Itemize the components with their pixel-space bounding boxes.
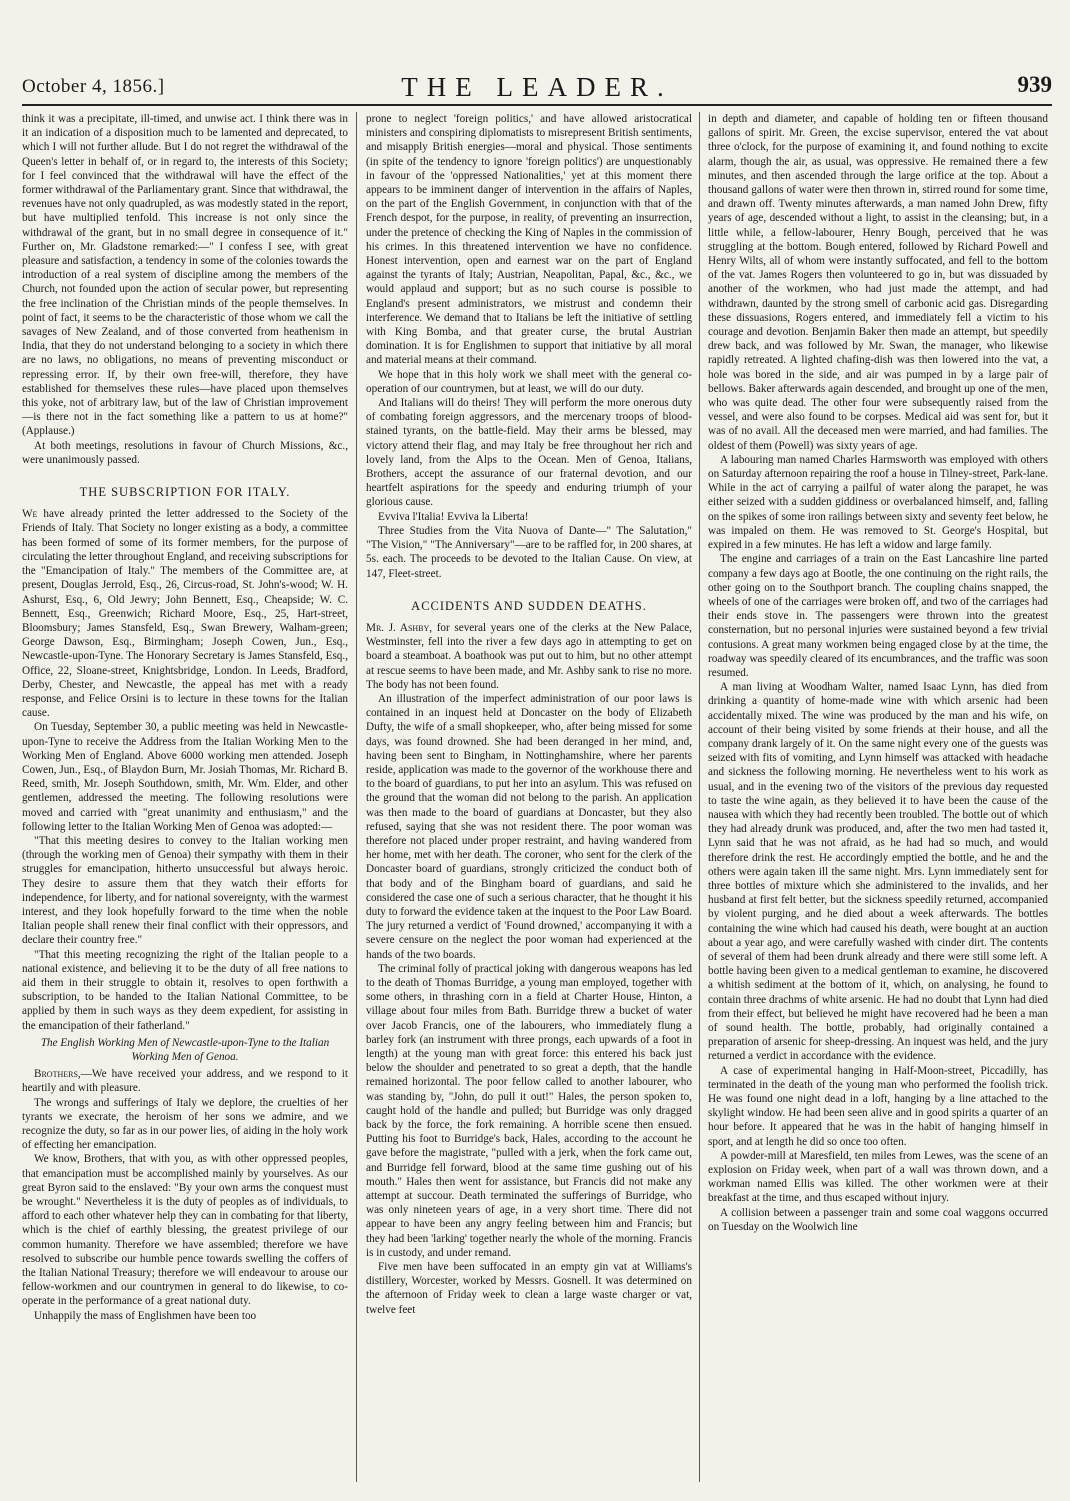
paragraph: The engine and carriages of a train on the East Lancashire line parted company a few days ago at Bootle, the one continuing on the right rails, the other going on to the Southport branch. The coupling chains snapped, the wheels of one of the carriages were broken off, and two of the carriages had their ends stove in. The passengers were thrown into the greatest consternation, but no personal injuries were sustained beyond a few trivial contusions. A great many workmen being engaged close by at the time, the roadway was speedily cleared of its encumbrances, and the traffic was soon resumed. bbox=[708, 553, 1048, 679]
resolution-quote: "That this meeting desires to convey to the Italian working men (through the working men of Genoa) their sympathy with them in their struggles for emancipation, hitherto unsuccessful but always heroic. They desire to assure them that they watch their efforts for independence, for liberty, and for national sovereignty, with the warmest interest, and they look hopefully forward to the time when the noble Italian people shall renew their final conflict with their oppressors, and declare their country free." bbox=[22, 834, 348, 947]
resolution-quote: "That this meeting recognizing the right of the Italian people to a national existence, and believing it to be the duty of all free nations to aid them in their struggle to obtain it, resolves to open forthwith a subscription, to be handed to the Italian National Committee, to be applied by them in such ways as they deem expedient, for assisting in the emancipation of their fatherland." bbox=[22, 948, 348, 1032]
lead-word: We bbox=[22, 508, 38, 521]
column-3 bbox=[708, 112, 1048, 1482]
paragraph bbox=[366, 621, 692, 692]
masthead-rule bbox=[22, 104, 1052, 106]
paragraph: Evviva l'Italia! Evviva la Liberta! bbox=[378, 510, 529, 523]
paragraph bbox=[22, 507, 348, 720]
paragraph: At both meetings, resolutions in favour of Church Missions, &c., were unanimously passed. bbox=[22, 439, 348, 466]
article-heading-italy: THE SUBSCRIPTION FOR ITALY. bbox=[79, 485, 291, 500]
newspaper-title: THE LEADER. bbox=[401, 72, 673, 102]
paragraph: prone to neglect 'foreign politics,' and have allowed aristocratical ministers and conspiring diplomatists to misrepresent British sentiments, and misapply British energies—moral and physical. Those sentiments (in spite of the tendency to ignore 'foreign politics') are unquestionably in favour of the 'oppressed Nationalities,' yet at this moment there appears to be imminent danger of intervention in the affairs of Naples, on the part of the English Government, in conjunction with that of the French despot, for the purpose, in reality, of preventing an insurrection, under the pretence of checking the King of Naples in the commission of his crimes. In this threatened intervention we have no confidence. Honest intervention, open and earnest war on the part of England against the tyrants of Italy; Austrian, Neapolitan, Papal, &c., &c., we would applaud and support; but as no such course is possible to England's present administrators, we mistrust and condemn their interference. We demand that to Italians be left the initiative of settling with King Bomba, and that greater curse, the brutal Austrian domination. It is for Englishmen to support that initiative by all moral and material means at their command. bbox=[366, 113, 692, 367]
paragraph: We hope that in this holy work we shall meet with the general co-operation of our countrymen, but at least, we will do our duty. bbox=[366, 368, 692, 395]
paragraph: The wrongs and sufferings of Italy we deplore, the cruelties of her tyrants we execrate, the heroism of her sons we admire, and we recognize the duty, so far as in our power lies, of aiding in the holy work of effecting her emancipation. bbox=[22, 1096, 348, 1152]
lead-word: Brothers, bbox=[34, 1068, 81, 1081]
paragraph: A man living at Woodham Walter, named Isaac Lynn, has died from drinking a quantity of home-made wine with which arsenic had been accidentally mixed. The wine was produced by the man and his wife, on account of their being visited by some friends at their house, and all the company drank largely of it. On the same night every one of the guests was seized with fits of vomiting, and Lynn himself was attacked with headache and sickness the following morning. He nevertheless went to his work as usual, and in the evening two of the visitors of the previous day requested to taste the wine again, as they believed it to have been the cause of the nausea with which they had recently been troubled. The bottle out of which they had already drunk was produced, and, after the two men had tasted it, Lynn said that he was not afraid, as he had had so much, and would therefore drink the rest. He accordingly emptied the bottle, and he and the others were again taken ill the same night. Mrs. Lynn immediately sent for three bottles of mixture which she administered to the invalids, and her husband at first felt better, but the sickness speedily returned, accompanied by violent purging, and he died about a week afterwards. The bottles containing the wine which had caused his death, were bought at an auction about a year ago, and were carefully washed with cinder dirt. The contents of several of them had been drunk already and there were still some left. A bottle having been given to a medical gentleman to examine, he discovered a whitish sediment at the bottom of it, which, on analysing, he found to contain three drachms of white arsenic. He had no doubt that Lynn had died from their effect, but believed he might have recovered had he been a man of sound health. The bottle, probably, had originally contained a preparation of arsenic for sheep-dressing. An inquest was held, and the jury returned a verdict in accordance with the evidence. bbox=[708, 681, 1048, 1063]
paragraph: On Tuesday, September 30, a public meeting was held in Newcastle-upon-Tyne to receive the Address from the Italian Working Men to the Working Men of England. Above 6000 working men attended. Joseph Cowen, Jun., Esq., of Blaydon Burn, Mr. Josiah Thomas, Mr. Richard B. Reed, smith, Mr. Joseph Southdown, smith, Mr. Wm. Elder, and other gentlemen, addressed the meeting. The following resolutions were moved and carried with "great unanimity and enthusiasm," and the following letter to the Italian Working Men of Genoa was adopted:— bbox=[22, 721, 348, 833]
paragraph: Five men have been suffocated in an empty gin vat at Williams's distillery, Worcester, worked by Messrs. Gosnell. It was determined on the afternoon of Friday week to clean a large waste charger or vat, twelve feet bbox=[366, 1261, 692, 1316]
paragraph: A case of experimental hanging in Half-Moon-street, Piccadilly, has terminated in the death of the young man who performed the foolish trick. He was found one night dead in a loft, hanging by a line attached to the skylight window. He had been seen alive and in good spirits a quarter of an hour before. It appeared that he was in the habit of hanging himself in sport, and at length he did so once too often. bbox=[708, 1064, 1048, 1148]
masthead bbox=[22, 70, 1052, 104]
paragraph: think it was a precipitate, ill-timed, and unwise act. I think there was in it an indication of a disposition much to be lamented and deprecated, to which I will not further allude. But I do not regret the withdrawal of the Queen's letter in behalf of, or in regard to, the interests of this Society; for I feel convinced that the withdrawal will have the effect of the former withdrawal of the Parliamentary grant. Since that withdrawal, the revenues have not only quadrupled, as was modestly stated in the report, but have multiplied tenfold. This increase is not only since the withdrawal of the grant, but in no small degree in consequence of it." Further on, Mr. Gladstone remarked:—" I confess I see, with great pleasure and satisfaction, a tendency in some of the colonies towards the introduction of a real system of discipline among the members of the Church, not founded upon the action of secular power, but representing the free inclination of the Christian minds of the people themselves. In point of fact, it seems to be the characteristic of those whom we call the savages of New Zealand, and of those converted from heathenism in India, that they do not understand belonging to a society in which there are no laws, no obligations, no means of preventing misconduct or repressing error. If, by their own free-will, therefore, they have established for themselves these rules—have placed upon themselves this yoke, not of arbitrary law, but of the law of Christian improvement—is there not in the fact something like a pattern to us at home?" (Applause.) bbox=[22, 113, 348, 438]
paragraph-body: have already printed the letter addressed to the Society of the Friends of Italy. That Society no longer existing as a body, a committee has been formed of some of its former members, for the purpose of circulating the letter throughout England, and receiving subscriptions for the "Emancipation of Italy." The members of the Committee are, at present, Douglas Jerrold, Esq., 26, Circus-road, St. John's-wood; W. H. Ashurst, Esq., 6, Old Jewry; John Bennett, Esq., Cheapside; W. C. Bennett, Esq., Greenwich; Richard Moore, Esq., 25, Hart-street, Bloomsbury; James Stansfeld, Esq., Swan Brewery, Walham-green; George Dawson, Esq., Birmingham; Joseph Cowen, Jun., Esq., Newcastle-upon-Tyne. The Honorary Secretary is James Stansfeld, Esq., Office, 22, Sloane-street, Knightsbridge, London. In Leeds, Bradford, Derby, Chester, and Newcastle, the appeal has met with a ready response, and Felice Orsini is to lecture in these towns for the Italian cause. bbox=[22, 508, 348, 720]
lead-word: Mr. J. Ashby, bbox=[366, 621, 433, 634]
paragraph: Unhappily the mass of Englishmen have been too bbox=[34, 1309, 257, 1322]
paragraph bbox=[22, 1067, 348, 1095]
paragraph: We know, Brothers, that with you, as with other oppressed peoples, that emancipation must be accomplished mainly by yourselves. As our great Byron said to the enslaved: "By your own arms the conquest must be wrought." Nevertheless it is the duty of peoples as of individuals, to afford to each other whatever help they can in combating for that liberty, which is the chief of earthly blessing, the greatest privilege of our common humanity. Therefore we have assembled; therefore we have resolved to subscribe our humble pence towards swelling the coffers of the Italian National Treasury; therefore we will endeavour to arouse our fellow-workmen and our countrymen in general to do likewise, to co-operate in the performance of a great national duty. bbox=[22, 1153, 348, 1308]
paragraph: A collision between a passenger train and some coal waggons occurred on Tuesday on the Woolwich line bbox=[708, 1206, 1048, 1233]
column-divider bbox=[356, 112, 357, 1482]
paragraph: in depth and diameter, and capable of holding ten or fifteen thousand gallons of spirit. Mr. Green, the excise supervisor, entered the vat about three o'clock, for the purpose of examining it, and found nothing to excite alarm, though the air, as usual, was oppressive. He remained there a few minutes, and then ascended through the large orifice at the top. About a thousand gallons of water were then thrown in, stirred round for some time, and drawn off. Twenty minutes afterwards, a man named John Drew, fifty years of age, descended without a light, to assist in the cleansing; but, in a little while, a fellow-labourer, Henry Bough, perceived that he was struggling at the bottom. Bough entered, followed by Richard Powell and Henry Wilts, all of whom were instantly suffocated, and fell to the bottom of the vat. James Rogers then volunteered to go in, but was dissuaded by another of the workmen, who had just made the attempt, and had withdrawn, daunted by the strong smell of carbonic acid gas. Disregarding these dissuasions, Rogers entered, and immediately fell a victim to his courage and devotion. Benjamin Baker then made an attempt, but speedily drew back, and was followed by Mr. Swan, the manager, who likewise rapidly retreated. A lighted chafing-dish was then lowered into the vat, a hole was bored in the side, and air was pumped in by a large pair of bellows. Baker afterwards again descended, and brought up one of the men, who was quite dead. The other four were subsequently raised from the vessel, and were also found to be corpses. Medical aid was sent for, but it was of no avail. All the deceased men were married, and had families. The oldest of them (Powell) was sixty years of age. bbox=[708, 113, 1048, 452]
letter-address: The English Working Men of Newcastle-upon-Tyne to the Italian Working Men of Genoa. bbox=[40, 1036, 330, 1063]
column-2 bbox=[366, 112, 692, 1482]
paragraph-body: —We have received your address, and we respond to it heartily and with pleasure. bbox=[22, 1068, 348, 1095]
paragraph: And Italians will do theirs! They will perform the more onerous duty of combating foreign aggressors, and the mercenary troops of blood-stained tyrants, on the battle-field. May their arms be blessed, may victory attend their flag, and may Italy be free throughout her rich and lovely land, from the Alps to the Ocean. Men of Genoa, Italians, Brothers, accept the assurance of our fraternal devotion, and our heartfelt aspirations for the speedy and enduring triumph of your glorious cause. bbox=[366, 397, 692, 509]
paragraph: A labouring man named Charles Harmsworth was employed with others on Saturday afternoon repairing the roof a house in Tilney-street, Park-lane. While in the act of carrying a pailful of water along the parapet, he was either seized with a sudden giddiness or overbalanced himself, and, falling on the spikes of some iron railings between sixty and seventy feet below, he was impaled on them. He was removed to St. George's Hospital, but expired in a few minutes. He has left a widow and large family. bbox=[708, 453, 1048, 552]
column-divider bbox=[699, 112, 700, 1482]
paragraph-body: for several years one of the clerks at the New Palace, Westminster, fell into the river a few days ago in attempting to get on board a steamboat. A boathook was put out to him, but no other attempt at rescue seems to have been made, and Mr. Ashby sank to rise no more. The body has not been found. bbox=[366, 621, 692, 691]
paragraph: An illustration of the imperfect administration of our poor laws is contained in an inquest held at Doncaster on the body of Elizabeth Dufty, the wife of a small shopkeeper, who, after being missed for some days, was found drowned. She had been deranged in her mind, and, having been sent to Bingham, in Nottinghamshire, where her parents reside, application was made to the governor of the workhouse there and to the board of guardians, to put her into an asylum. This was refused on the ground that the woman did not belong to the parish. An application was then made to the board of guardians at Doncaster, but they also refused, saying that she was not resident there. The poor woman was therefore not placed under proper restraint, and having wandered from her home, met with her death. The coroner, who sent for the clerk of the Doncaster board of guardians, strongly criticized the conduct both of that body and of the Bingham board of guardians, and said he considered the case one of such a serious character, that he thought it his duty to forward the evidence taken at the inquest to the Poor Law Board. The jury returned a verdict of 'Found drowned,' accompanying it with a severe censure on the neglect the poor woman had experienced at the hands of the two boards. bbox=[366, 692, 692, 961]
paragraph: Three Studies from the Vita Nuova of Dante—" The Salutation," "The Vision," "The Anniversary"—are to be raffled for, in 200 shares, at 5s. each. The proceeds to be devoted to the Italian Cause. On view, at 147, Fleet-street. bbox=[366, 524, 692, 580]
page-number: 939 bbox=[1017, 72, 1052, 97]
paragraph: The criminal folly of practical joking with dangerous weapons has led to the death of Thomas Burridge, a young man employed, together with some others, in thrashing corn in a field at Charter House, Hinton, a village about four miles from Bath. Burridge threw a bucket of water over Jacob Francis, one of the labourers, who immediately flung a barley fork (an instrument with three prongs, each upwards of a foot in length) at the young man with great force: this entered his back just below the shoulder and penetrated to so great a depth, that the handle remained horizontal. The poor fellow called to another labourer, who was standing by, "John, do pull it out!" Hales, the person spoken to, caught hold of the handle and pulled; but Burridge was only dragged back by the force, the fork remaining. A horrible scene then ensued. Putting his foot to Burridge's back, Hales, according to the account he gave before the magistrate, "pulled with a jerk, when the fork came out, and Burridge fell forward, blood at the same time gushing out of his mouth." Hales then went for assistance, but Francis did not make any attempt at succour. Death terminated the sufferings of Burridge, who was only nineteen years of age, in a very short time. There did not appear to have been any angry feeling between him and Francis; but they had been 'larking' together nearly the whole of the morning. Francis is in custody, and under remand. bbox=[366, 962, 692, 1259]
column-1 bbox=[22, 112, 348, 1482]
article-heading-accidents: ACCIDENTS AND SUDDEN DEATHS. bbox=[411, 598, 647, 613]
issue-date: October 4, 1856.] bbox=[22, 76, 165, 97]
paragraph: A powder-mill at Maresfield, ten miles from Lewes, was the scene of an explosion on Friday week, when part of a wall was thrown down, and a workman named Ellis was killed. The other workmen were at their breakfast at the time, and thus escaped without injury. bbox=[708, 1149, 1048, 1205]
